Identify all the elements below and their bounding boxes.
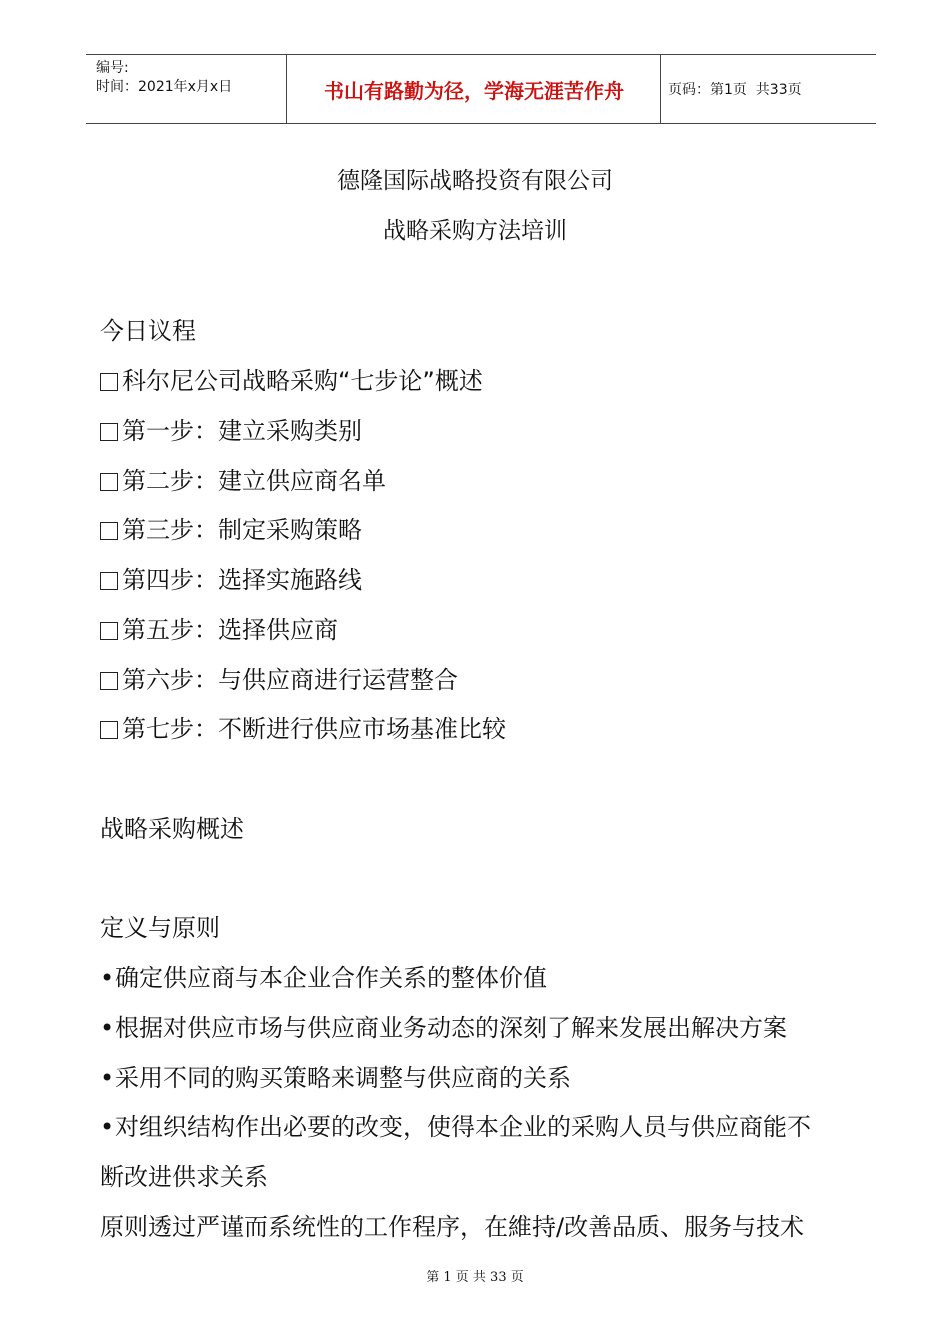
agenda-item: 第六步：与供应商进行运营整合 [100, 665, 458, 695]
checkbox-square-icon [100, 522, 118, 540]
header-motto: 书山有路勤为径，学海无涯苦作舟 [324, 78, 624, 103]
checkbox-square-icon [100, 622, 118, 640]
agenda-item: 科尔尼公司战略采购“七步论”概述 [100, 366, 483, 396]
principle-text: 原则透过严谨而系统性的工作程序，在維持/改善品质、服务与技术 [100, 1213, 805, 1241]
overview-heading: 战略采购概述 [100, 815, 244, 843]
page-footer: 第 1 页 共 33 页 [426, 1270, 524, 1285]
header-divider-right [660, 55, 661, 123]
agenda-item: 第七步：不断进行供应市场基准比较 [100, 714, 506, 744]
header-meta [96, 59, 232, 97]
bullet-dot-icon: • [100, 1113, 115, 1141]
company-title: 德隆国际战略投资有限公司 [337, 168, 613, 194]
agenda-item: 第三步：制定采购策略 [100, 515, 362, 545]
agenda-item: 第五步：选择供应商 [100, 615, 338, 645]
definition-heading: 定义与原则 [100, 914, 220, 942]
document-subtitle: 战略采购方法培训 [383, 218, 567, 244]
bullet-dot-icon: • [100, 1064, 115, 1092]
header-divider-left [286, 55, 287, 123]
agenda-item: 第四步：选择实施路线 [100, 565, 362, 595]
page-header [86, 54, 876, 124]
checkbox-square-icon [100, 572, 118, 590]
checkbox-square-icon [100, 721, 118, 739]
agenda-item: 第二步：建立供应商名单 [100, 466, 386, 496]
agenda-item: 第一步：建立采购类别 [100, 416, 362, 446]
checkbox-square-icon [100, 373, 118, 391]
definition-bullet: •确定供应商与本企业合作关系的整体价值 [100, 964, 547, 992]
header-page-info: 页码：第1页 共33页 [668, 82, 802, 98]
checkbox-square-icon [100, 423, 118, 441]
definition-bullet: •采用不同的购买策略来调整与供应商的关系 [100, 1064, 571, 1092]
definition-bullet: •对组织结构作出必要的改变，使得本企业的采购人员与供应商能不 [100, 1113, 811, 1141]
checkbox-square-icon [100, 473, 118, 491]
agenda-heading: 今日议程 [100, 317, 196, 345]
definition-bullet-continuation: 断改进供求关系 [100, 1163, 268, 1191]
checkbox-square-icon [100, 672, 118, 690]
document-number-label: 编号: [96, 60, 129, 76]
document-time-label: 时间：2021年x月x日 [96, 79, 233, 95]
bullet-dot-icon: • [100, 964, 115, 992]
definition-bullet: •根据对供应市场与供应商业务动态的深刻了解来发展出解决方案 [100, 1014, 787, 1042]
bullet-dot-icon: • [100, 1014, 115, 1042]
